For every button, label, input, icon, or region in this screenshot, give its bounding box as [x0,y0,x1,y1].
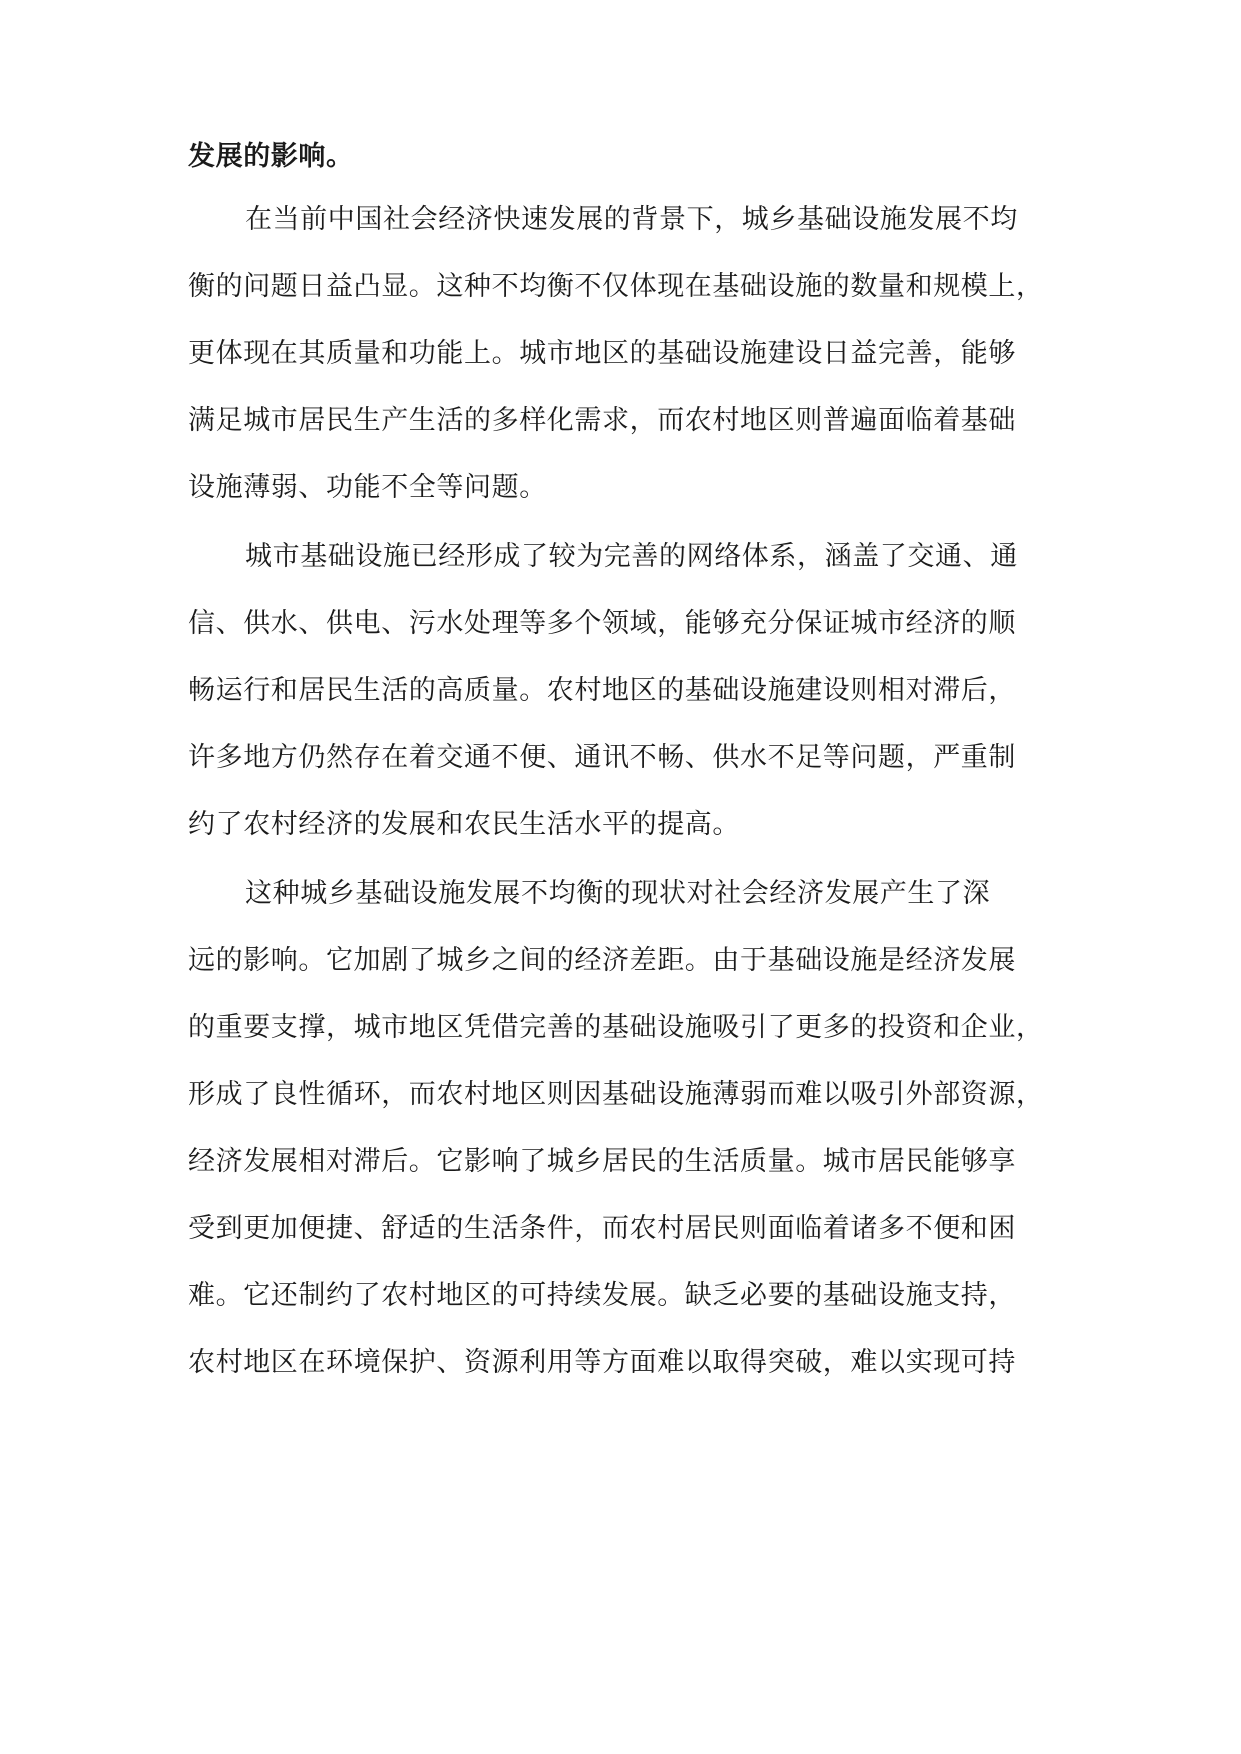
paragraph-1-line-5: 设施薄弱、功能不全等问题。 [188,472,547,503]
paragraph-1-line-4: 满足城市居民生产生活的多样化需求，而农村地区则普遍面临着基础 [188,405,1016,436]
paragraph-2-line-2: 信、供水、供电、污水处理等多个领域，能够充分保证城市经济的顺 [188,608,1016,639]
paragraph-3-line-4: 形成了良性循环，而农村地区则因基础设施薄弱而难以吸引外部资源， [188,1079,1044,1110]
paragraph-2-line-5: 约了农村经济的发展和农民生活水平的提高。 [188,809,740,840]
paragraph-3-line-1: 这种城乡基础设施发展不均衡的现状对社会经济发展产生了深 [245,878,991,909]
paragraph-2-line-3: 畅运行和居民生活的高质量。农村地区的基础设施建设则相对滞后， [188,675,1016,706]
paragraph-3-line-2: 远的影响。它加剧了城乡之间的经济差距。由于基础设施是经济发展 [188,945,1016,976]
paragraph-3-line-8: 农村地区在环境保护、资源利用等方面难以取得突破，难以实现可持 [188,1347,1016,1378]
paragraph-1-line-2: 衡的问题日益凸显。这种不均衡不仅体现在基础设施的数量和规模上， [188,271,1044,302]
paragraph-3-line-3: 的重要支撑，城市地区凭借完善的基础设施吸引了更多的投资和企业， [188,1012,1044,1043]
paragraph-1-line-1: 在当前中国社会经济快速发展的背景下，城乡基础设施发展不均 [245,204,1018,235]
paragraph-1-line-3: 更体现在其质量和功能上。城市地区的基础设施建设日益完善，能够 [188,338,1016,369]
section-heading: 发展的影响。 [188,141,354,172]
paragraph-3-line-5: 经济发展相对滞后。它影响了城乡居民的生活质量。城市居民能够享 [188,1146,1016,1177]
paragraph-3-line-6: 受到更加便捷、舒适的生活条件，而农村居民则面临着诸多不便和困 [188,1213,1016,1244]
paragraph-2-line-1: 城市基础设施已经形成了较为完善的网络体系，涵盖了交通、通 [245,541,1018,572]
paragraph-3-line-7: 难。它还制约了农村地区的可持续发展。缺乏必要的基础设施支持， [188,1280,1016,1311]
paragraph-2-line-4: 许多地方仍然存在着交通不便、通讯不畅、供水不足等问题，严重制 [188,742,1016,773]
